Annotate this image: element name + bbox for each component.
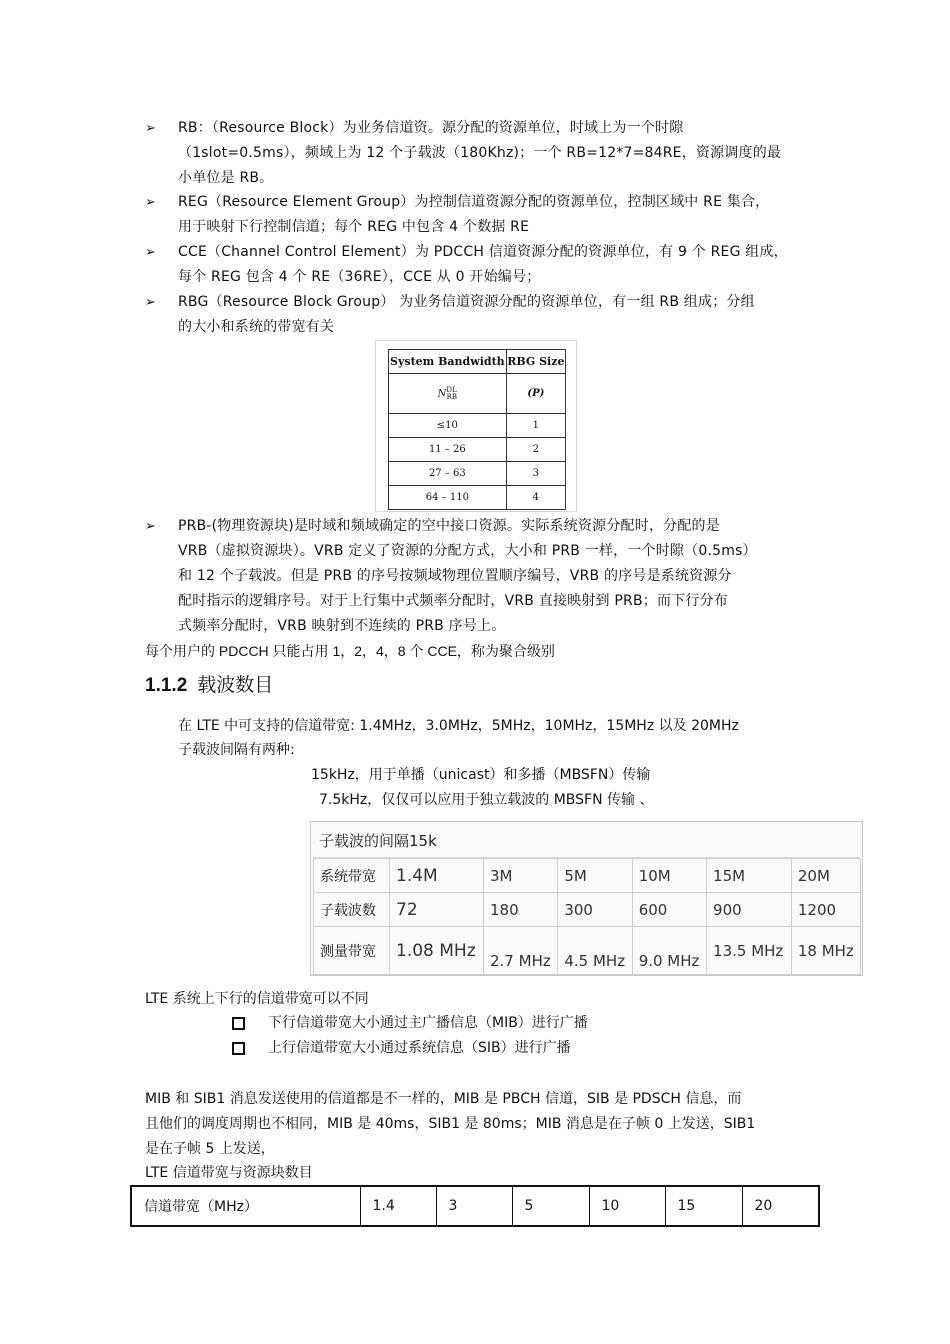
table-cell: 9.0 MHz bbox=[632, 927, 706, 975]
mib-line-2: 且他们的调度周期也不相同，MIB 是 40ms，SIB1 是 80ms；MIB 消息是在子帧 0 上发送，SIB1 bbox=[145, 1116, 756, 1132]
section-title: 载波数目 bbox=[197, 674, 274, 696]
section-number: 1.1.2 bbox=[145, 675, 188, 696]
table-row bbox=[389, 486, 566, 510]
table-cell: 300 bbox=[558, 893, 632, 927]
rbg-size-cell: 3 bbox=[506, 462, 565, 486]
reg-line-1: REG（Resource Element Group）为控制信道资源分配的资源单位，控制区域中 RE 集合， bbox=[178, 194, 770, 210]
table-cell: 180 bbox=[484, 893, 558, 927]
prb-line-1: PRB-(物理资源块)是时域和频域确定的空中接口资源。实际系统资源分配时，分配的是 bbox=[178, 518, 720, 534]
table-row bbox=[314, 927, 861, 975]
carrier-line-1: 在 LTE 中可支持的信道带宽: 1.4MHz，3.0MHz，5MHz，10MHz，15MHz 以及 20MHz bbox=[178, 718, 739, 734]
table-cell: 1.4 bbox=[360, 1186, 436, 1226]
table-cell: 2.7 MHz bbox=[484, 927, 558, 975]
rbg-size-cell: 1 bbox=[506, 414, 565, 438]
table-row bbox=[389, 438, 566, 462]
table-cell: 5M bbox=[558, 859, 632, 893]
table-cell: 600 bbox=[632, 893, 706, 927]
ul-dl-item-1: 下行信道带宽大小通过主广播信息（MIB）进行广播 bbox=[268, 1015, 588, 1031]
mib-line-1: MIB 和 SIB1 消息发送使用的信道都是不一样的，MIB 是 PBCH 信道，SIB 是 PDSCH 信息，而 bbox=[145, 1091, 742, 1107]
subcarrier-table-image bbox=[310, 821, 863, 976]
rb-line-3: 小单位是 RB。 bbox=[178, 170, 274, 186]
square-bullet-icon bbox=[232, 1042, 245, 1055]
arrow-bullet-icon: ➢ bbox=[145, 195, 156, 210]
table-cell: 5 bbox=[512, 1186, 589, 1226]
table-cell: 900 bbox=[707, 893, 792, 927]
bullet-rb bbox=[145, 116, 815, 191]
rbg-bw-cell: 64 – 110 bbox=[389, 486, 507, 510]
table-row bbox=[131, 1186, 819, 1226]
table-cell: 15 bbox=[665, 1186, 742, 1226]
carrier-line-4: 7.5kHz，仅仅可以应用于独立载波的 MBSFN 传输 、 bbox=[319, 792, 654, 808]
rbg-bw-cell: 11 – 26 bbox=[389, 438, 507, 462]
carrier-line-3: 15kHz，用于单播（unicast）和多播（MBSFN）传输 bbox=[311, 767, 651, 783]
subcarrier-table-header: 子载波的间隔15k bbox=[313, 824, 860, 858]
table-row bbox=[314, 893, 861, 927]
ul-dl-item-2: 上行信道带宽大小通过系统信息（SIB）进行广播 bbox=[268, 1040, 571, 1056]
arrow-bullet-icon: ➢ bbox=[145, 295, 156, 310]
cce-line-2: 每个 REG 包含 4 个 RE（36RE），CCE 从 0 开始编号； bbox=[178, 269, 541, 285]
rbg-col-bandwidth-header: System Bandwidth bbox=[389, 350, 507, 374]
table-cell: 10M bbox=[632, 859, 706, 893]
mib-line-3: 是在子帧 5 上发送， bbox=[145, 1141, 275, 1157]
table-cell: 15M bbox=[707, 859, 792, 893]
bandwidth-table bbox=[130, 1185, 820, 1227]
arrow-bullet-icon: ➢ bbox=[145, 121, 156, 136]
rbg-col-size-header: RBG Size bbox=[506, 350, 565, 374]
row-label: 子载波数 bbox=[314, 893, 390, 927]
pdcch-note: 每个用户的 PDCCH 只能占用 1，2，4，8 个 CCE，称为聚合级别 bbox=[145, 643, 555, 659]
rbg-size-cell: 4 bbox=[506, 486, 565, 510]
ul-dl-title: LTE 系统上下行的信道带宽可以不同 bbox=[145, 991, 369, 1007]
bw-section-title: LTE 信道带宽与资源块数目 bbox=[145, 1165, 313, 1181]
prb-line-2: VRB（虚拟资源块）。VRB 定义了资源的分配方式，大小和 PRB 一样，一个时隙（0.5ms） bbox=[178, 543, 757, 559]
table-cell: 10 bbox=[589, 1186, 665, 1226]
table-cell: 72 bbox=[390, 893, 484, 927]
bullet-prb bbox=[145, 514, 815, 639]
table-cell: 20M bbox=[791, 859, 860, 893]
subcarrier-table bbox=[313, 858, 861, 975]
cce-line-1: CCE（Channel Control Element）为 PDCCH 信道资源分配的资源单位，有 9 个 REG 组成， bbox=[178, 244, 788, 260]
table-row bbox=[389, 462, 566, 486]
table-cell: 1200 bbox=[791, 893, 860, 927]
rbg-nrb-symbol: $N^{DL}_{RB}$ bbox=[389, 374, 507, 414]
rbg-p-symbol: (P) bbox=[506, 374, 565, 414]
rb-line-1: RB：（Resource Block）为业务信道资。源分配的资源单位，时域上为一个时隙 bbox=[178, 120, 684, 136]
table-cell: 13.5 MHz bbox=[707, 927, 792, 975]
prb-line-4: 配时指示的逻辑序号。对于上行集中式频率分配时，VRB 直接映射到 PRB；而下行分布 bbox=[178, 593, 728, 609]
table-cell: 1.08 MHz bbox=[390, 927, 484, 975]
rbg-size-table-image bbox=[375, 340, 577, 512]
prb-line-5: 式频率分配时，VRB 映射到不连续的 PRB 序号上。 bbox=[178, 618, 506, 634]
arrow-bullet-icon: ➢ bbox=[145, 519, 156, 534]
row-label: 测量带宽 bbox=[314, 927, 390, 975]
section-heading bbox=[145, 670, 273, 701]
rbg-size-cell: 2 bbox=[506, 438, 565, 462]
prb-line-3: 和 12 个子载波。但是 PRB 的序号按频域物理位置顺序编号，VRB 的序号是系统资源分 bbox=[178, 568, 732, 584]
bullet-cce bbox=[145, 240, 815, 290]
bw-label-cell: 信道带宽（MHz） bbox=[131, 1186, 360, 1226]
bullet-reg bbox=[145, 190, 815, 240]
table-row bbox=[314, 859, 861, 893]
table-row bbox=[389, 414, 566, 438]
rbg-bw-cell: 27 – 63 bbox=[389, 462, 507, 486]
rbg-line-1: RBG（Resource Block Group） 为业务信道资源分配的资源单位，有一组 RB 组成；分组 bbox=[178, 294, 755, 310]
table-cell: 3 bbox=[436, 1186, 512, 1226]
bullet-rbg bbox=[145, 290, 815, 340]
rbg-line-2: 的大小和系统的带宽有关 bbox=[178, 319, 335, 335]
table-cell: 4.5 MHz bbox=[558, 927, 632, 975]
table-cell: 20 bbox=[742, 1186, 819, 1226]
arrow-bullet-icon: ➢ bbox=[145, 245, 156, 260]
carrier-line-2: 子载波间隔有两种: bbox=[178, 742, 295, 758]
rbg-size-table bbox=[388, 349, 566, 510]
table-cell: 18 MHz bbox=[791, 927, 860, 975]
table-cell: 1.4M bbox=[390, 859, 484, 893]
row-label: 系统带宽 bbox=[314, 859, 390, 893]
reg-line-2: 用于映射下行控制信道；每个 REG 中包含 4 个数据 RE bbox=[178, 219, 530, 235]
rbg-bw-cell: ≤10 bbox=[389, 414, 507, 438]
rb-line-2: （1slot=0.5ms），频域上为 12 个子载波（180Khz)；一个 RB=12*7=84RE，资源调度的最 bbox=[178, 145, 782, 161]
square-bullet-icon bbox=[232, 1017, 245, 1030]
table-cell: 3M bbox=[484, 859, 558, 893]
